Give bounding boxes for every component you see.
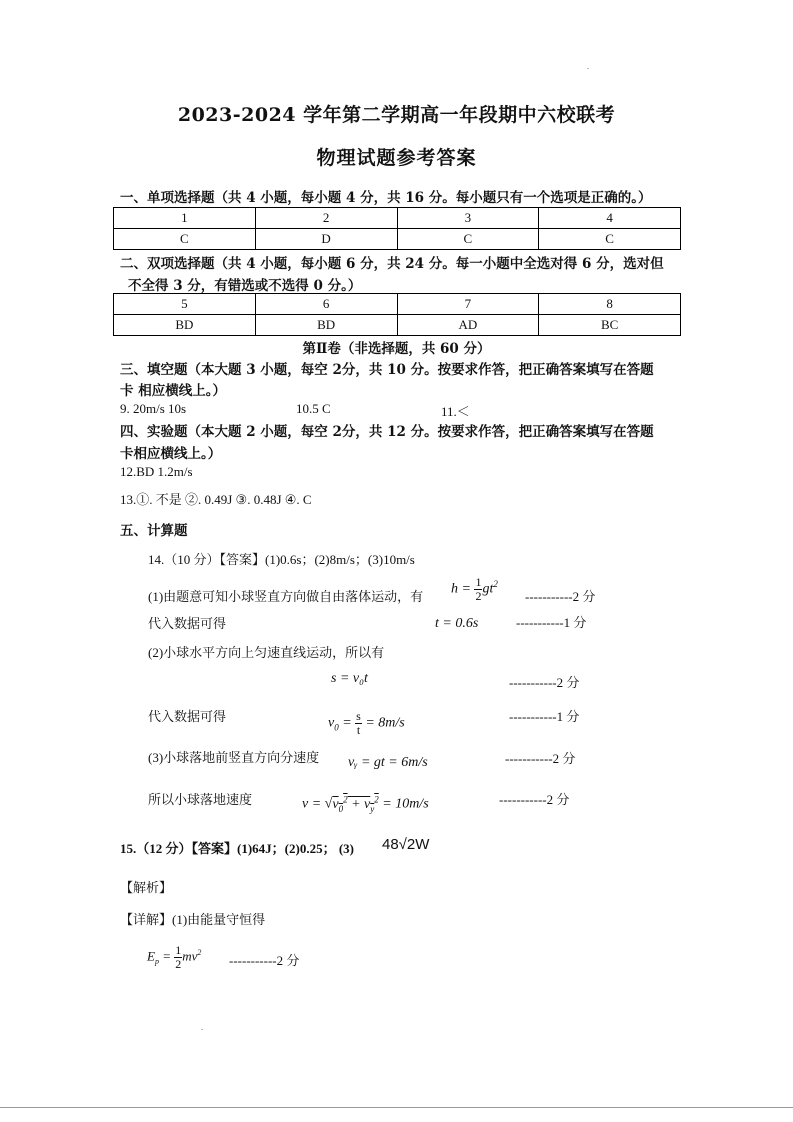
table-cell: 3	[397, 208, 539, 229]
table-cell: 5	[114, 294, 256, 315]
table-cell: BD	[114, 315, 256, 336]
q14-step4-score: -----------1 分	[509, 709, 580, 724]
table-row	[114, 229, 681, 250]
q14-step4-formula: $v_0$ = $\frac{s}{t}$ = 8m/s	[328, 709, 405, 737]
scan-speck	[587, 68, 589, 69]
table-cell: 4	[539, 208, 681, 229]
page-title-line2: 物理试题参考答案	[316, 147, 477, 169]
q14-step6-score: -----------2 分	[499, 792, 570, 807]
q14-step5-formula: vᵧ = gt = 6m/s	[348, 755, 428, 770]
table-cell: 8	[539, 294, 681, 315]
answer-q9: 9. 20m/s 10s	[120, 401, 187, 416]
q14-step4-text: 代入数据可得	[148, 709, 227, 724]
q14-step3-text: (2)小球水平方向上匀速直线运动，所以有	[148, 645, 385, 660]
page-bottom-edge	[0, 1107, 793, 1108]
table-cell: BD	[255, 315, 397, 336]
section1-answer-table	[113, 207, 681, 250]
table-cell: D	[255, 229, 397, 250]
table-cell: 1	[114, 208, 256, 229]
q15-analysis-label: 【解析】	[120, 880, 173, 895]
table-cell: 6	[255, 294, 397, 315]
section4-heading-line1: 四、实验题（本大题 2 小题，每空 2分，共 12 分。按要求作答，把正确答案填写在答题	[120, 424, 654, 440]
part2-title: 第Ⅱ卷（非选择题，共 60 分）	[302, 341, 491, 357]
q14-step2-score: -----------1 分	[516, 615, 587, 630]
table-row	[114, 208, 681, 229]
q15-step1-score: -----------2 分	[229, 953, 300, 968]
table-row	[114, 315, 681, 336]
q14-step5-score: -----------2 分	[505, 751, 576, 766]
q14-step2-formula: t = 0.6s	[435, 616, 479, 631]
q14-step4-rhs: = 8m/s	[365, 715, 405, 731]
q14-step2-text: 代入数据可得	[148, 616, 227, 631]
table-cell: C	[114, 229, 256, 250]
q15-detail-text: 【详解】(1)由能量守恒得	[120, 912, 266, 927]
section1-heading: 一、单项选择题（共 4 小题，每小题 4 分，共 16 分。每小题只有一个选项是正确的。）	[120, 190, 652, 206]
q14-step1-formula: h = $\frac{1}{2}$ $gt^2$	[451, 575, 498, 603]
section3-heading-line2: 卡 相应横线上。）	[120, 383, 226, 399]
page-title-line1: 2023-2024 学年第二学期高一年段期中六校联考	[177, 104, 616, 126]
section4-heading-line2: 卡相应横线上。）	[120, 446, 222, 462]
q15-answer-header: 15.（12 分）【答案】(1)64J；(2)0.25； (3)	[120, 841, 354, 856]
answer-q13: 13.①. 不是 ②. 0.49J ③. 0.48J ④. C	[120, 492, 312, 507]
table-cell: AD	[397, 315, 539, 336]
table-cell: C	[539, 229, 681, 250]
answer-q12: 12.BD 1.2m/s	[120, 464, 193, 479]
section2-heading-line1: 二、双项选择题（共 4 小题，每小题 6 分，共 24 分。每一小题中全选对得 6 分，选对但	[120, 256, 664, 272]
section3-heading-line1: 三、填空题（本大题 3 小题，每空 2分，共 10 分。按要求作答，把正确答案填写在答题	[120, 362, 654, 378]
q14-step6-rhs: = 10m/s	[382, 796, 429, 812]
table-cell: BC	[539, 315, 681, 336]
q14-step3-formula: s = v₀t	[331, 671, 368, 686]
q15-answer-math: 48√2W	[382, 836, 430, 853]
q14-step3-score: -----------2 分	[509, 675, 580, 690]
section5-heading: 五、计算题	[120, 523, 188, 539]
scan-speck	[201, 1029, 203, 1030]
section2-answer-table	[113, 293, 681, 336]
table-cell: 7	[397, 294, 539, 315]
table-row	[114, 294, 681, 315]
q14-step1-score: -----------2 分	[525, 589, 596, 604]
q14-answer-header: 14.（10 分）【答案】(1)0.6s；(2)8m/s；(3)10m/s	[148, 552, 415, 567]
q14-step6-text: 所以小球落地速度	[148, 792, 253, 807]
table-cell: C	[397, 229, 539, 250]
q14-step6-formula: $v = √v_0^2 + v_y^2 = 10m/s$	[302, 794, 429, 814]
table-cell: 2	[255, 208, 397, 229]
q14-step5-text: (3)小球落地前竖直方向分速度	[148, 750, 320, 765]
answer-q10: 10.5 C	[296, 401, 331, 416]
answer-q11: 11.＜	[441, 404, 470, 419]
q15-energy-formula: $E_p$ = $\frac{1}{2}$ $mv^2$	[147, 943, 202, 971]
q14-step1-text: (1)由题意可知小球竖直方向做自由落体运动，有	[148, 589, 424, 604]
section2-heading-line2: 不全得 3 分，有错选或不选得 0 分。）	[128, 278, 362, 294]
